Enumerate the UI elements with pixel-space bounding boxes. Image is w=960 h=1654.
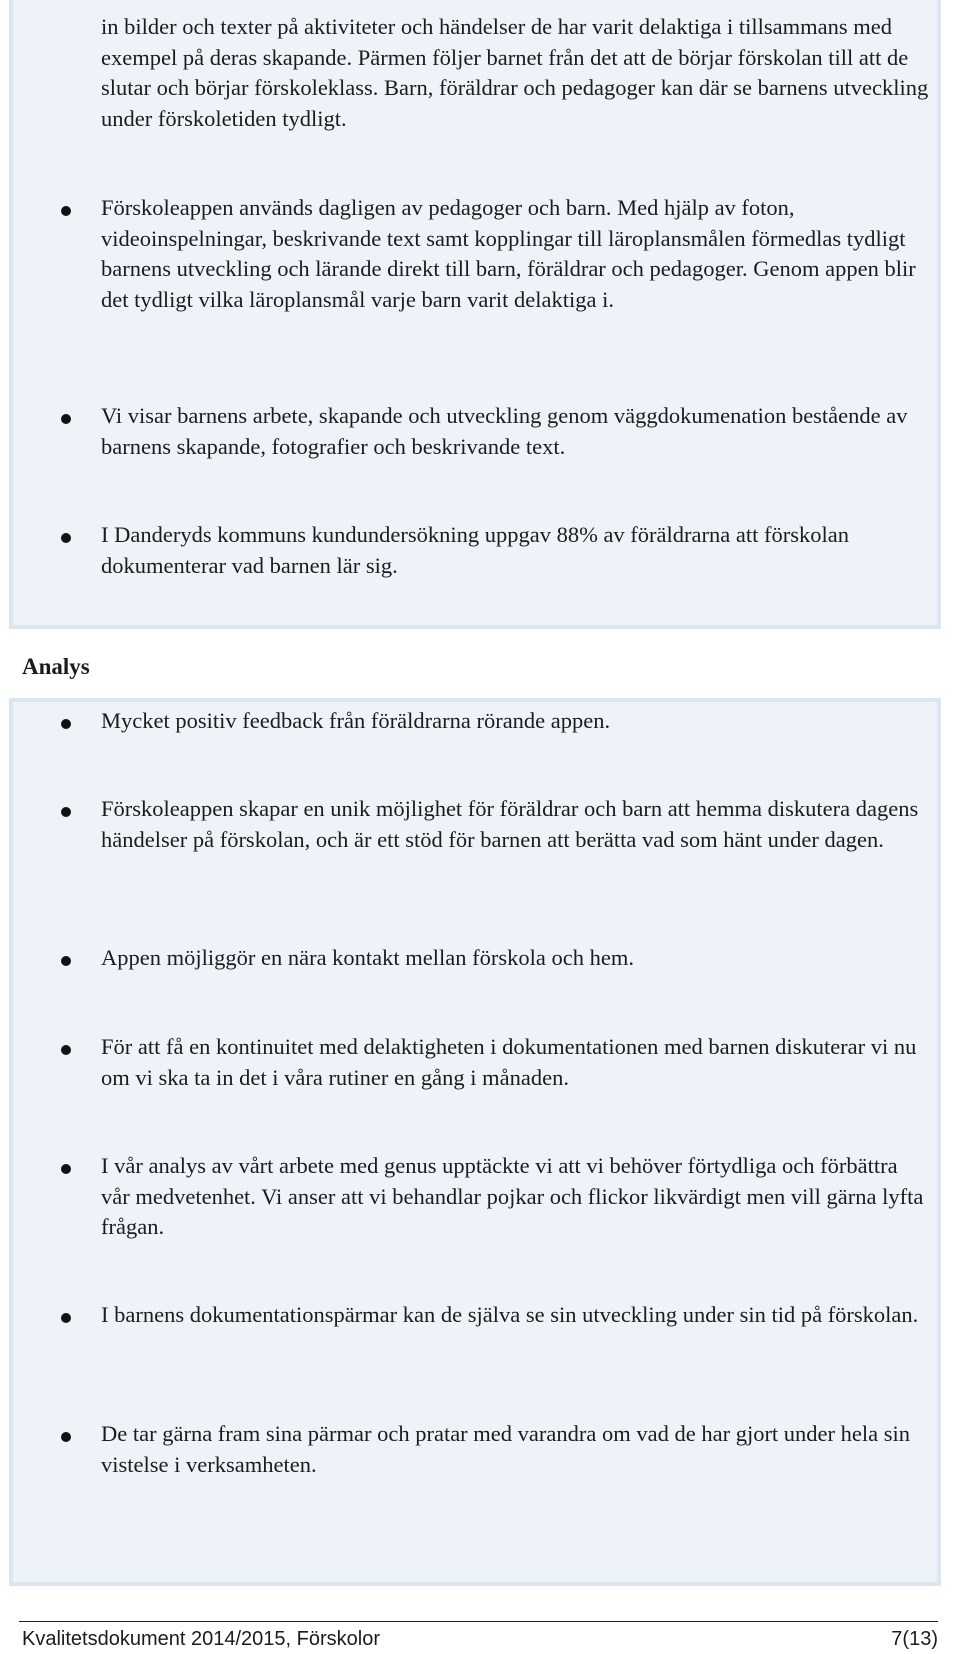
bullet-icon bbox=[61, 719, 71, 729]
list-item: I barnens dokumentationspärmar kan de själva se sin utveckling under sin tid på förskolan. bbox=[101, 1302, 919, 1327]
bullet-icon bbox=[61, 1045, 71, 1055]
bullet-icon bbox=[61, 807, 71, 817]
bullet-icon bbox=[61, 956, 71, 966]
bullet-icon bbox=[61, 1164, 71, 1174]
bullet-icon bbox=[61, 1313, 71, 1323]
page-number: 7(13) bbox=[891, 1628, 938, 1650]
list-item: I vår analys av vårt arbete med genus upptäckte vi att vi behöver förtydliga och förbättra vår medvetenhet. Vi anser att vi behandlar pojkar och flickor likvärdigt men vill gärna lyfta frågan. bbox=[101, 1153, 924, 1239]
list-item: Förskoleappen skapar en unik möjlighet för föräldrar och barn att hemma diskutera dagens händelser på förskolan, och är ett stöd för barnen att berätta vad som hänt under dagen. bbox=[101, 796, 919, 852]
bullet-icon bbox=[61, 414, 71, 424]
intro-paragraph: in bilder och texter på aktiviteter och händelser de har varit delaktiga i tillsammans med exempel på deras skapande. Pärmen följer barnet från det att de börjar förskolan till att de slutar och börjar förskoleklass. Barn, föräldrar och pedagoger kan där se barnens utveckling under förskoletiden tydligt. bbox=[101, 14, 929, 131]
section-heading: Analys bbox=[22, 654, 90, 679]
bullet-icon bbox=[61, 206, 71, 216]
list-item: I Danderyds kommuns kundundersökning uppgav 88% av föräldrarna att förskolan dokumenterar vad barnen lär sig. bbox=[101, 522, 849, 578]
bullet-icon bbox=[61, 533, 71, 543]
list-item: Förskoleappen används dagligen av pedagoger och barn. Med hjälp av foton, videoinspelningar, beskrivande text samt kopplingar till läroplansmålen förmedlas tydligt barnens utveckling och lärande direkt till barn, föräldrar och pedagoger. Genom appen blir det tydligt vilka läroplansmål varje barn varit delaktiga i. bbox=[101, 195, 916, 312]
footer-title: Kvalitetsdokument 2014/2015, Förskolor bbox=[22, 1628, 380, 1650]
list-item: Vi visar barnens arbete, skapande och utveckling genom väggdokumenation bestående av barnens skapande, fotografier och beskrivande text. bbox=[101, 403, 908, 459]
bullet-icon bbox=[61, 1432, 71, 1442]
list-item: De tar gärna fram sina pärmar och pratar med varandra om vad de har gjort under hela sin vistelse i verksamheten. bbox=[101, 1421, 911, 1477]
list-item: Appen möjliggör en nära kontakt mellan förskola och hem. bbox=[101, 945, 634, 970]
footer-divider bbox=[19, 1621, 938, 1622]
list-item: För att få en kontinuitet med delaktigheten i dokumentationen med barnen diskuterar vi nu om vi ska ta in det i våra rutiner en gång i månaden. bbox=[101, 1034, 917, 1090]
list-item: Mycket positiv feedback från föräldrarna rörande appen. bbox=[101, 708, 611, 733]
